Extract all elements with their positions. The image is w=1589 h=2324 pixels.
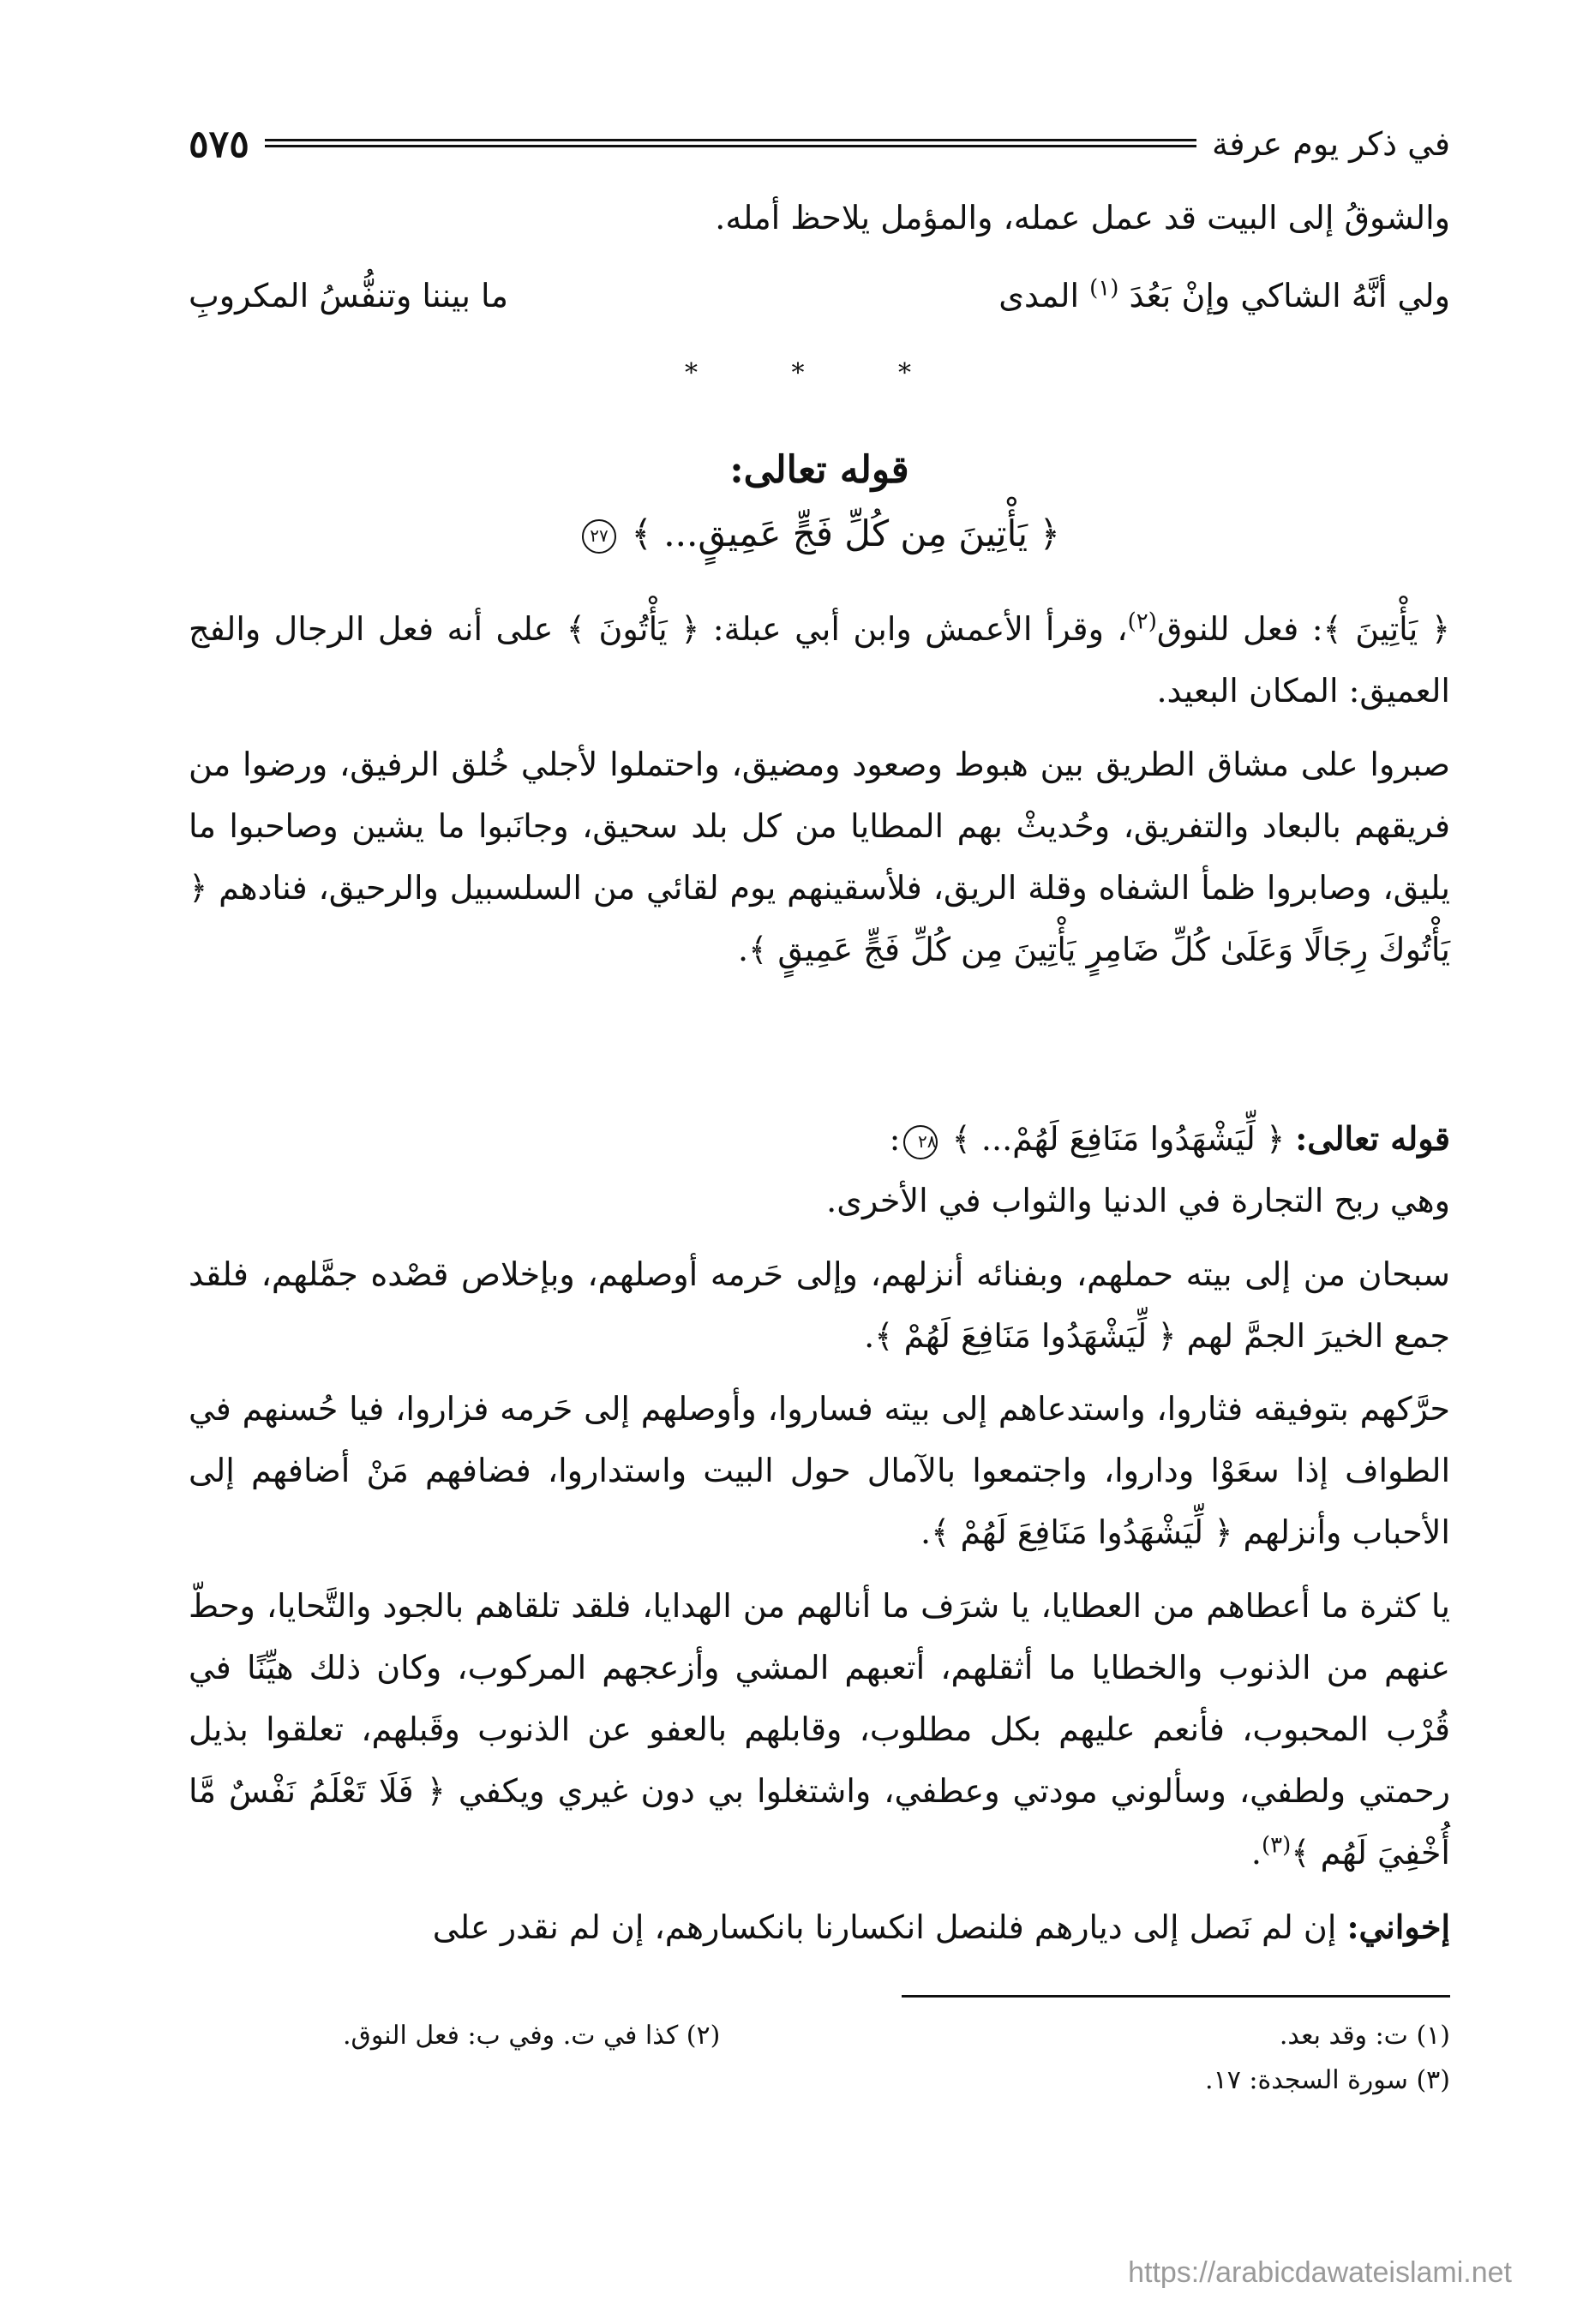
footnote-3: (٣) سورة السجدة: ١٧. xyxy=(1205,2065,1450,2095)
section-label: قوله تعالى: xyxy=(1295,1119,1450,1158)
ayah-quote: ﴿ يَأْتِينَ مِن كُلِّ فَجٍّ عَمِيقٍ... ﴾ ٢٧ xyxy=(189,512,1450,554)
paragraph-5: حرَّكهم بتوفيقه فثاروا، واستدعاهم إلى بيته فساروا، وأوصلهم إلى حَرمه فزاروا، فيا حُسنهم في الطواف إذا سعَوْا وداروا، واجتمعوا بالآمال حول البيت واستداروا، فضافهم مَنْ أضافهم إلى الأحباب وأنزلهم ﴿ لِّيَشْهَدُوا مَنَافِعَ لَهُمْ ﴾. xyxy=(189,1390,1450,1551)
opening-line xyxy=(189,187,1450,249)
paragraph-4: سبحان من إلى بيته حملهم، وبفنائه أنزلهم، وإلى حَرمه أوصلهم، وبإخلاص قصْده جمَّلهم، فلقد جمع الخيرَ الجمَّ لهم ﴿ لِّيَشْهَدُوا مَنَافِعَ لَهُمْ ﴾. xyxy=(189,1255,1450,1355)
footnote-1: (١) ت: وقد بعد. xyxy=(1279,2021,1450,2051)
opening-text: والشوقُ إلى البيت قد عمل عمله، والمؤمل يلاحظ أمله. xyxy=(715,199,1450,237)
paragraph-7: إخواني: إن لم نَصل إلى ديارهم فلنصل انكسارنا بانكسارهم، إن لم نقدر على xyxy=(432,1908,1450,1946)
footnote-ref-3[interactable]: (٣) xyxy=(1261,1832,1292,1859)
section-heading: قوله تعالى: xyxy=(729,448,909,492)
verse-hemistich-first: ولي أنَّهُ الشاكي وإنْ بَعُدَ $^{(١)}$ المدى xyxy=(998,275,1450,314)
page-number: ٥٧٥ xyxy=(189,122,249,166)
page-header xyxy=(189,118,1450,170)
verse-hemistich-second: ما بيننا وتنفُّسُ المكروبِ xyxy=(189,277,508,314)
paragraph-1: ﴿ يَأْتِينَ ﴾: فعل للنوق$^{(٢)}$، وقرأ الأعمش وابن أبي عبلة: ﴿ يَأْتُونَ ﴾ على أنه فعل الرجال والفج العميق: المكان البعيد. xyxy=(189,608,1450,710)
paragraph-3: وهي ربح التجارة في الدنيا والثواب في الأخرى. xyxy=(826,1182,1450,1219)
footnote-ref-1[interactable]: (١) xyxy=(1089,275,1119,302)
footnote-divider xyxy=(902,1995,1450,1998)
paragraph-2: صبروا على مشاق الطريق بين هبوط وصعود ومضيق، واحتملوا لأجلي خُلق الرفيق، ورضوا من فريقهم بالبعاد والتفريق، وحُديثْ بهم المطايا من كل بلد سحيق، وجانَبوا ما يشين وصاحبوا ما يليق، وصابروا ظمأ الشفاه وقلة الريق، فلأسقينهم يوم لقائي من السلسبيل والرحيق، فنادهم ﴿ يَأْتُوكَ رِجَالًا وَعَلَىٰ كُلِّ ضَامِرٍ يَأْتِينَ مِن كُلِّ فَجٍّ عَمِيقٍ ﴾. xyxy=(189,746,1450,968)
ayah-number-badge: ٢٧ xyxy=(582,519,616,554)
paragraph-6: يا كثرة ما أعطاهم من العطايا، يا شرَف ما أنالهم من الهدايا، فلقد تلقاهم بالجود والتَّحايا، وحطّ عنهم من الذنوب والخطايا ما أثقلهم، أتعبهم المشي وأزعجهم المركوب، وكان ذلك هيِّنًا في قُرْب المحبوب، فأنعم عليهم بكل مطلوب، وقابلهم بالعفو عن الذنوب وقَبلهم، تعلقوا بذيل رحمتي ولطفي، وسألوني مودتي وعطفي، واشتغلوا بي دون غيري ويكفي ﴿ فَلَا تَعْلَمُ نَفْسٌ مَّا أُخْفِيَ لَهُم ﴾$^{(٣)}$. xyxy=(189,1587,1450,1872)
footnotes xyxy=(189,2014,1450,2103)
header-double-rule xyxy=(265,139,1196,149)
footnote-2: (٢) كذا في ت. وفي ب: فعل النوق. xyxy=(343,2021,721,2051)
source-watermark: https://arabicdawateislami.net xyxy=(1128,2256,1512,2289)
book-page xyxy=(189,101,1450,2295)
ayah-number-badge-28: ٢٨ xyxy=(903,1125,938,1159)
poetry-verse xyxy=(189,277,1450,314)
paragraph-section-2: قوله تعالى: ﴿ لِّيَشْهَدُوا مَنَافِعَ لَهُمْ... ﴾ ٢٨: xyxy=(889,1119,1450,1158)
footnote-ref-2[interactable]: (٢) xyxy=(1127,608,1157,635)
ikhwani-label: إخواني: xyxy=(1346,1908,1450,1946)
running-head: في ذكر يوم عرفة xyxy=(1212,125,1450,163)
section-separator: * * * xyxy=(684,358,955,388)
